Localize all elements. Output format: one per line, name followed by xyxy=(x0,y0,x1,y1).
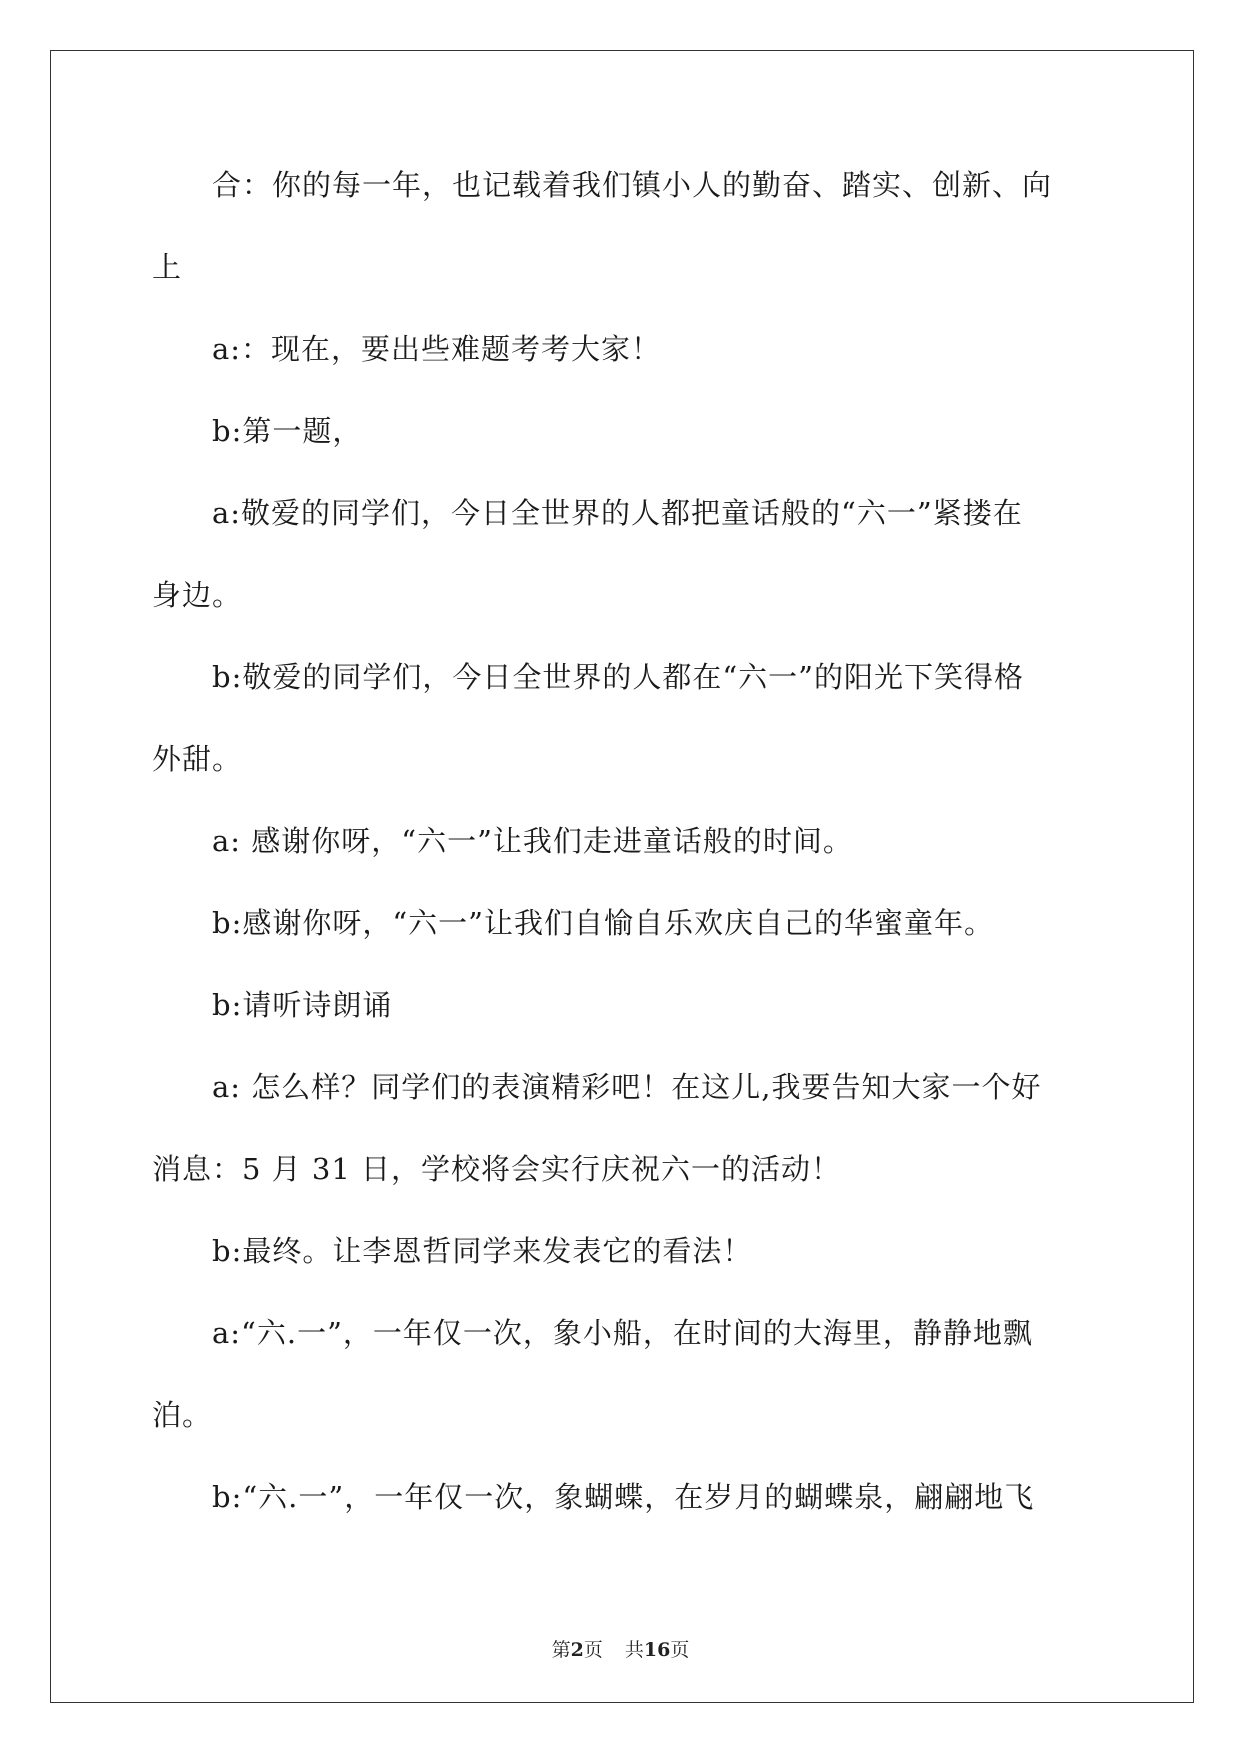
paragraph-line: b:感谢你呀，“六一”让我们自愉自乐欢庆自己的华蜜童年。 xyxy=(212,906,994,940)
paragraph-line: 外甜。 xyxy=(152,742,243,776)
paragraph-line: b:敬爱的同学们，今日全世界的人都在“六一”的阳光下笑得格 xyxy=(212,660,1024,694)
paragraph-line: a:“六.一”，一年仅一次，象小船，在时间的大海里，静静地飘 xyxy=(212,1316,1033,1350)
paragraph-line: 泊。 xyxy=(152,1398,213,1432)
paragraph-line: b:最终。让李恩哲同学来发表它的看法！ xyxy=(212,1234,753,1268)
page-total: 16 xyxy=(643,1639,671,1661)
paragraph-line: a: 怎么样？同学们的表演精彩吧！在这儿,我要告知大家一个好 xyxy=(212,1070,1042,1104)
paragraph-line: b:第一题， xyxy=(212,414,363,448)
paragraph-line: 身边。 xyxy=(152,578,243,612)
paragraph-line: a:敬爱的同学们，今日全世界的人都把童话般的“六一”紧搂在 xyxy=(212,496,1023,530)
paragraph-line: 消息：5 月 31 日，学校将会实行庆祝六一的活动！ xyxy=(152,1152,842,1186)
document-body xyxy=(152,160,1092,1554)
paragraph-line: 合：你的每一年，也记载着我们镇小人的勤奋、踏实、创新、向 xyxy=(212,168,1053,202)
page-suffix: 页 xyxy=(583,1639,603,1661)
page-footer xyxy=(0,1637,1241,1663)
total-suffix: 页 xyxy=(670,1639,690,1661)
page-prefix: 第 xyxy=(551,1639,571,1661)
page-current: 2 xyxy=(570,1639,584,1661)
paragraph-line: 上 xyxy=(152,250,183,284)
paragraph-line: b:请听诗朗诵 xyxy=(212,988,393,1022)
total-prefix: 共 xyxy=(624,1639,644,1661)
paragraph-line: a: 感谢你呀，“六一”让我们走进童话般的时间。 xyxy=(212,824,853,858)
paragraph-line: b:“六.一”，一年仅一次，象蝴蝶，在岁月的蝴蝶泉，翩翩地飞 xyxy=(212,1480,1035,1514)
paragraph-line: a:：现在，要出些难题考考大家！ xyxy=(212,332,662,366)
